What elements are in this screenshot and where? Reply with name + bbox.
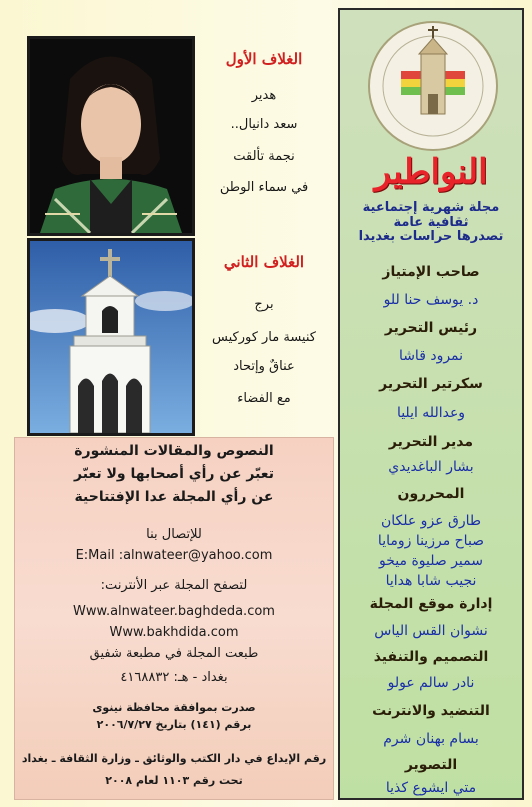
staff-role: التصوير bbox=[404, 757, 458, 773]
cover1-line: نجمة تألقت bbox=[233, 149, 295, 164]
staff-name: بسام بهنان شرم bbox=[383, 731, 479, 747]
staff-role: صاحب الإمتياز bbox=[382, 264, 480, 280]
staff-role: المحررون bbox=[397, 486, 465, 502]
staff-name: بشار الباغديدي bbox=[388, 459, 474, 475]
staff-name: وعدالله ايليا bbox=[396, 405, 466, 421]
staff-name: نمرود قاشا bbox=[398, 348, 464, 364]
phone-info: بغداد - هـ: ٤١٦٨٨٣٢ bbox=[120, 670, 228, 685]
website-link[interactable]: Www.alnwateer.baghdeda.com bbox=[73, 604, 275, 619]
staff-name: د. يوسف حنا للو bbox=[383, 292, 479, 308]
browse-label: لتصفح المجلة عبر الأنترنت: bbox=[100, 578, 248, 593]
cover2-line: برج bbox=[254, 297, 274, 312]
magazine-subtitle: مجلة شهرية إجتماعية ثقافية عامة bbox=[362, 200, 500, 230]
magazine-logo bbox=[353, 16, 513, 156]
notice-line: عن رأي المجلة عدا الإفتتاحية bbox=[74, 489, 274, 505]
issue-info: برقم (١٤١) بتاريخ ٢٠٠٦/٧/٢٧ bbox=[96, 718, 252, 731]
cover1-line: سعد دانيال.. bbox=[230, 117, 298, 132]
magazine-publisher: تصدرها حراسات بغديدا bbox=[358, 229, 504, 244]
cover2-heading: الغلاف الثاني bbox=[223, 253, 305, 271]
staff-name: صباح مرزينا زومايا bbox=[377, 533, 485, 549]
cover1-photo bbox=[27, 36, 195, 236]
deposit-number: تحت رقم ١١٠٣ لعام ٢٠٠٨ bbox=[105, 774, 243, 787]
cover2-line: كنيسة مار كوركيس bbox=[212, 330, 316, 345]
printer-info: طبعت المجلة في مطبعة شفيق bbox=[89, 646, 259, 661]
staff-role: التنضيد والانترنت bbox=[372, 703, 490, 719]
cover2-photo bbox=[27, 238, 195, 436]
notice-line: تعبّر عن رأي أصحابها ولا تعبّر bbox=[74, 466, 274, 482]
staff-name: سمير صليوة ميخو bbox=[379, 553, 483, 569]
staff-role: سكرتير التحرير bbox=[379, 376, 483, 392]
cover1-heading: الغلاف الأول bbox=[225, 50, 303, 68]
staff-name: نشوان القس الياس bbox=[374, 623, 488, 639]
portrait-image bbox=[30, 39, 192, 233]
website-link[interactable]: Www.bakhdida.com bbox=[109, 625, 239, 640]
cover1-line: هدير bbox=[251, 88, 277, 103]
contact-label: للإتصال بنا bbox=[146, 527, 202, 542]
staff-name: متي ايشوع كذيا bbox=[385, 780, 477, 796]
cover2-line: عناقٌ وإتحاد bbox=[233, 359, 295, 374]
cover2-line: مع الفضاء bbox=[237, 391, 291, 406]
staff-role: مدير التحرير bbox=[388, 434, 474, 450]
notice-line: النصوص والمقالات المنشورة bbox=[74, 443, 274, 459]
approval-info: صدرت بموافقة محافظة نينوى bbox=[92, 701, 256, 714]
magazine-name: النواطير bbox=[374, 152, 488, 192]
deposit-info: رقم الإيداع في دار الكتب والوثائق ـ وزارة الثقافة ـ بغداد bbox=[21, 752, 327, 765]
staff-role: إدارة موقع المجلة bbox=[369, 596, 493, 612]
church-tower-image bbox=[30, 241, 192, 433]
staff-name: نجيب شابا هدايا bbox=[385, 573, 477, 589]
email-link[interactable]: E:Mail :alnwateer@yahoo.com bbox=[75, 548, 273, 563]
cover1-line: في سماء الوطن bbox=[219, 180, 309, 195]
staff-role: التصميم والتنفيذ bbox=[373, 649, 489, 665]
staff-role: رئيس التحرير bbox=[384, 320, 478, 336]
staff-name: نادر سالم عولو bbox=[387, 675, 475, 691]
staff-name: طارق عزو علكان bbox=[380, 513, 482, 529]
